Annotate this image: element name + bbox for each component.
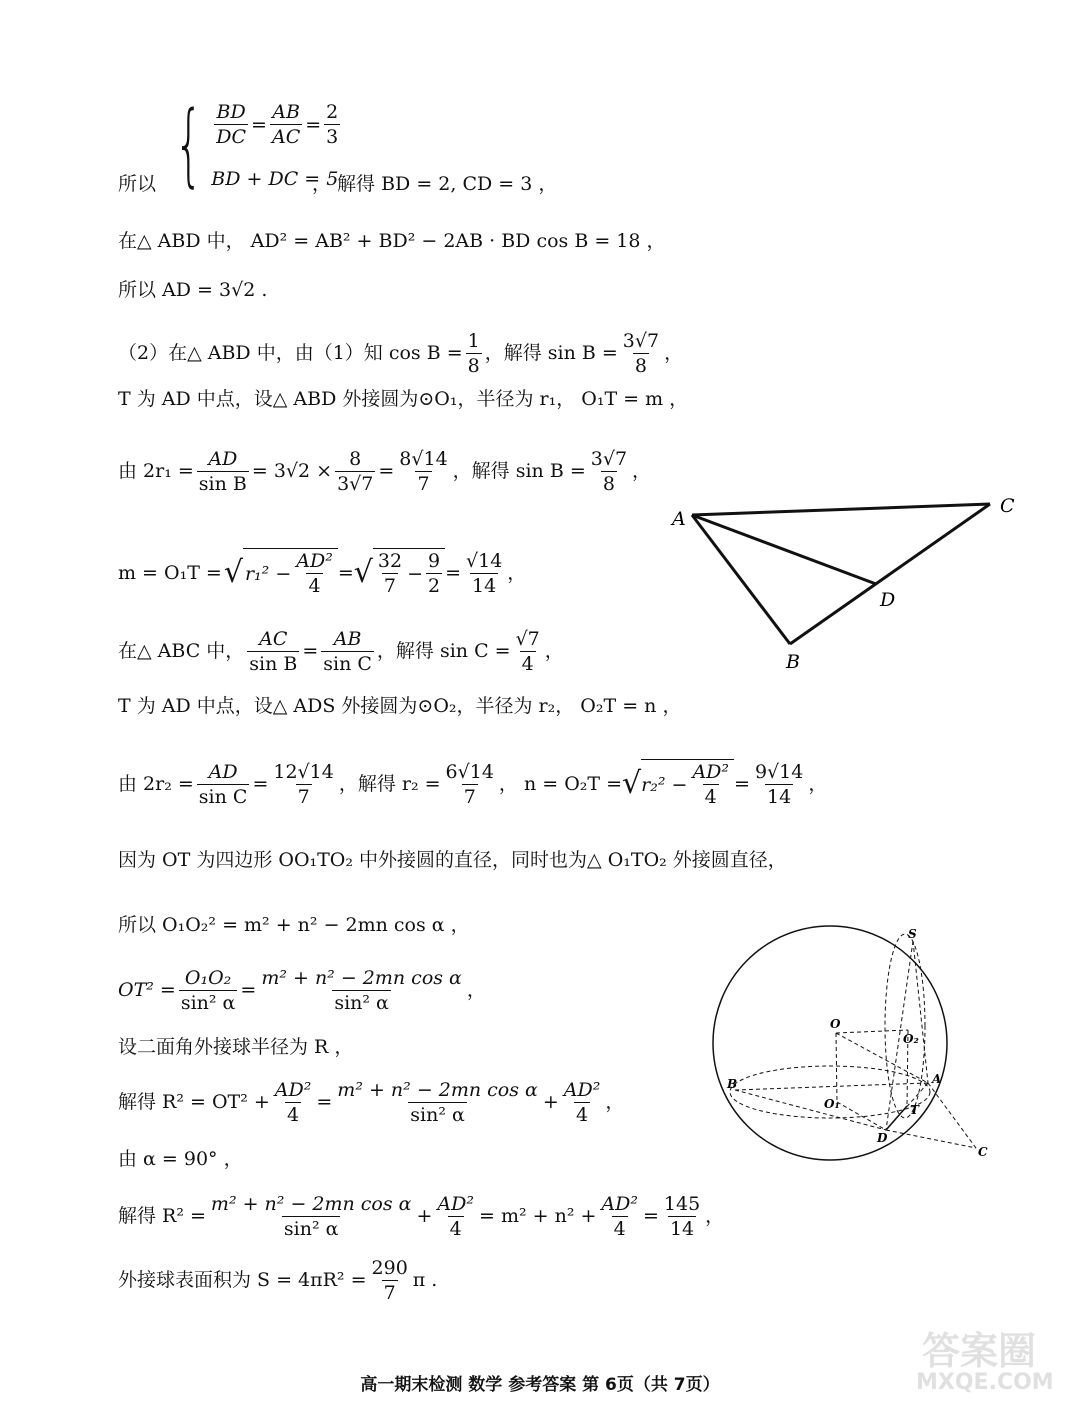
fraction: $\frac{1}{8}$ [467,329,480,377]
solution-line-6: 由 2r₁ = $\frac{AD}{\text{sin B}}$ = 3√2 × $\frac{8}{3√7}$ = $\frac{8√14}{7}$ ，解得 sin B = $\frac{3√7}{8}$ ， [118,447,652,495]
watermark-top: 答案圈 [922,1329,1037,1373]
fraction: $\frac{8}{3√7}$ [337,447,374,495]
solution-line-15: 解得 R² = OT² + $\frac{\text{AD²}}{4}$ = $\frac{\text{m² + n² − 2mn cos α}}{\text{sin² α}}$ + $\frac{\text{AD²}}{4}$ ， [118,1078,625,1126]
solution-line-4: （2）在△ ABD 中，由（1）知 cos B = $\frac{1}{8}$ ，解得 sin B = $\frac{3√7}{8}$ ， [118,329,684,377]
equation-row: BD + DC = 5 [211,168,339,190]
text-prefix: 所以 [118,173,157,195]
solution-line-3: 所以 AD = 3√2 . [118,279,268,301]
fraction: $\frac{6√14}{7}$ [445,760,494,808]
fraction: $\frac{\text{AD²}}{4}$ [601,1192,638,1240]
fraction: $\frac{145}{14}$ [663,1192,701,1240]
fraction: $\frac{√7}{4}$ [515,627,540,675]
sphere-figure [700,920,1010,1180]
point-label-o: O [830,1017,841,1031]
solution-line-13: OT² = $\frac{\text{O₁O₂}}{\text{sin² α}}$ = $\frac{\text{m² + n² − 2mn cos α}}{\text{sin² α}}$ ， [118,966,486,1014]
solution-line-16: 由 α = 90° ， [118,1148,243,1170]
fraction: $\frac{AB}{\text{sin C}}$ [323,627,372,675]
solution-line-11: 因为 OT 为四边形 OO₁TO₂ 中外接圆的直径，同时也为△ O₁TO₂ 外接圆直径， [118,849,787,871]
fraction: $\frac{\text{O₁O₂}}{\text{sin² α}}$ [180,966,236,1014]
fraction: $\frac{\text{m² + n² − 2mn cos α}}{\text{sin² α}}$ [261,966,462,1014]
fraction: $\frac{\text{m² + n² − 2mn cos α}}{\text{sin² α}}$ [210,1192,412,1240]
fraction: $\frac{\text{AD²}}{4}$ [563,1078,601,1126]
fraction: $\frac{3√7}{8}$ [622,329,660,377]
vertical-ellipse [885,934,925,1118]
fraction: $\frac{8√14}{7}$ [399,447,448,495]
line-o1d [837,1102,886,1130]
solution-line-14: 设二面角外接球半径为 R ， [118,1036,354,1058]
line-sa [913,941,928,1083]
fraction: $\frac{\text{m² + n² − 2mn cos α}}{\text{sin² α}}$ [337,1078,538,1126]
solution-line-12: 所以 O₁O₂² = m² + n² − 2mn cos α ， [118,914,470,936]
segment-bc [790,504,990,644]
segment-ac [692,504,990,515]
fraction: $\frac{√14}{14}$ [466,549,503,597]
line-oo2 [836,1030,908,1033]
fraction: $\frac{32}{7}$ [377,550,403,597]
fraction: $\frac{3√7}{8}$ [590,447,628,495]
fraction: $\frac{AD}{\text{sin B}}$ [198,447,247,495]
line-bd [735,1090,886,1130]
solution-line-18: 外接球表面积为 S = 4πR² = $\frac{290}{7}$ π . [118,1256,438,1304]
line-ba [735,1083,928,1090]
solution-line-17: 解得 R² = $\frac{\text{m² + n² − 2mn cos α}}{\text{sin² α}}$ + $\frac{\text{AD²}}{4}$ = m² + n² + $\frac{\text{AD²}}{4}$ = $\frac{145}{14}$ ， [118,1192,725,1240]
equation-system: { $\frac{BD}{DC}$ = $\frac{AB}{AC}$ = $\frac{2}{3}$ BD + DC = 5 [174,92,339,197]
watermark-bottom: MXQE.COM [916,1370,1054,1395]
solution-line-9: T 为 AD 中点，设△ ADS 外接圆为⊙O₂，半径为 r₂， O₂T = n ， [118,695,682,717]
fraction: $\frac{\text{AD²}}{4}$ [692,761,730,808]
solution-line-5: T 为 AD 中点，设△ ABD 外接圆为⊙O₁，半径为 r₁， O₁T = m ， [118,388,689,410]
fraction: $\frac{9}{2}$ [427,550,441,597]
solution-line-2: 在△ ABD 中， AD² = AB² + BD² − 2AB · BD cos B = 18 ， [118,230,666,252]
fraction: $\frac{\text{AD²}}{4}$ [274,1078,312,1126]
page-footer: 高一期末检测 数学 参考答案 第 6页（共 7页） [360,1375,720,1395]
point-label-c: C [978,1145,988,1159]
solution-line-7: m = O₁T = √ r₁² − $\frac{\text{AD²}}{4}$ = √ $\frac{32}{7}$ − $\frac{9}{2}$ = $\frac{√14}{14}$ ， [118,549,527,597]
fraction: $\frac{AB}{AC}$ [271,101,301,148]
left-brace: { [174,92,203,197]
fraction: $\frac{BD}{DC}$ [216,101,247,148]
point-label-a: A [932,1072,942,1086]
fraction: $\frac{\text{AD²}}{4}$ [437,1192,474,1240]
triangle-figure [660,490,1030,680]
solution-line-1-result: ， 解得 BD = 2, CD = 3 ， [312,173,558,195]
fraction: $\frac{AC}{\text{sin B}}$ [249,627,298,675]
solution-line-1 [118,173,156,195]
fraction: $\frac{AD}{\text{sin C}}$ [198,760,248,808]
solution-line-8: 在△ ABC 中， $\frac{AC}{\text{sin B}}$ = $\frac{AB}{\text{sin C}}$ ，解得 sin C = $\frac{√7}{4}$ ， [118,627,564,675]
vertex-label-c: C [1000,495,1015,517]
line-oo1 [836,1033,837,1102]
point-label-t: T [910,1103,919,1117]
fraction: $\frac{9√14}{14}$ [754,760,804,808]
fraction: $\frac{2}{3}$ [326,101,339,148]
point-label-s: S [908,927,917,941]
fraction: $\frac{12√14}{7}$ [273,760,334,808]
fraction: $\frac{\text{AD²}}{4}$ [296,550,333,597]
line-dc [886,1130,976,1148]
solution-line-10: 由 2r₂ = $\frac{AD}{\text{sin C}}$ = $\frac{12√14}{7}$ ，解得 r₂ = $\frac{6√14}{7}$ ， n = O₂T = √ r₂² − $\frac{\text{AD²}}{4}$ = $\frac{9√14}{14}$ ， [118,760,828,808]
vertex-label-d: D [880,589,896,611]
point-label-d: D [877,1131,888,1145]
watermark-logo [912,1318,1062,1398]
vertex-label-b: B [786,651,800,673]
fraction: $\frac{290}{7}$ [371,1256,408,1304]
point-label-b: B [727,1077,738,1091]
point-label-o1: O₁ [824,1097,840,1111]
point-label-o2: O₂ [903,1032,919,1046]
vertex-label-a: A [672,508,686,530]
